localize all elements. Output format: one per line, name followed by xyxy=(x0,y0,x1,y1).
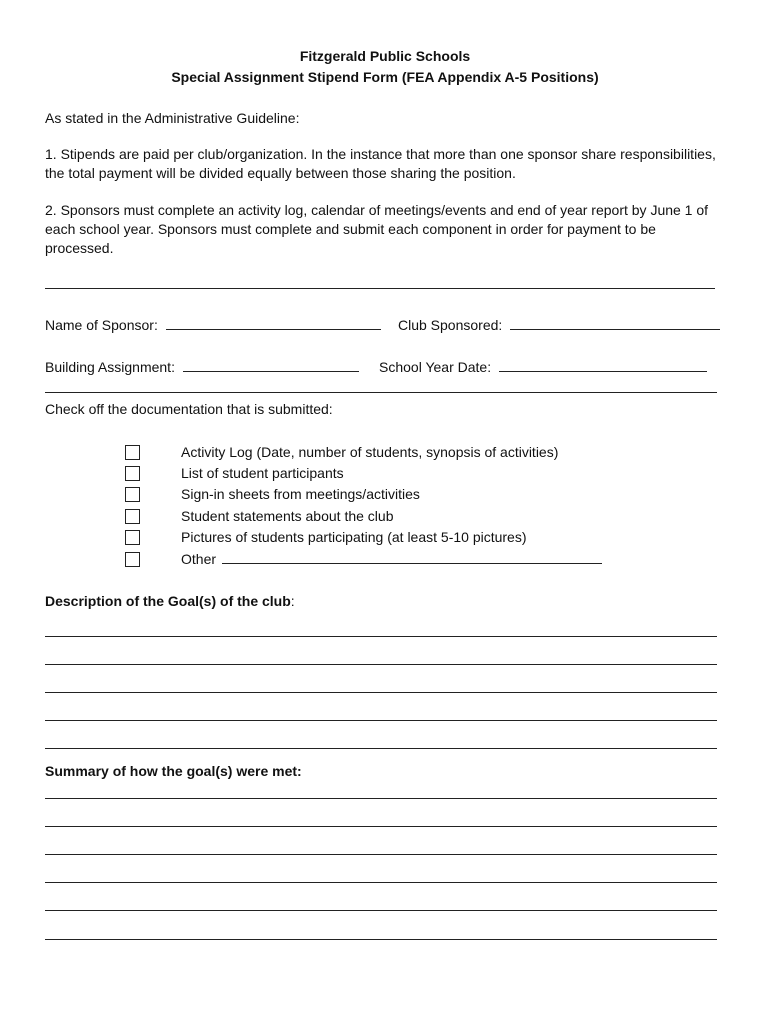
divider xyxy=(45,392,717,393)
checkbox-participants[interactable] xyxy=(125,466,140,481)
goals-heading: Description of the Goal(s) of the club: xyxy=(45,593,295,609)
building-input[interactable] xyxy=(183,357,359,372)
checklist-item-label: Other xyxy=(181,551,217,567)
checklist-item-label: Pictures of students participating (at least 5-10 pictures) xyxy=(181,529,527,545)
goals-heading-text: Description of the Goal(s) of the club xyxy=(45,593,291,609)
form-title: Special Assignment Stipend Form (FEA Appendix A-5 Positions) xyxy=(171,69,599,85)
checkbox-other[interactable] xyxy=(125,552,140,567)
club-label: Club Sponsored: xyxy=(398,317,503,333)
building-field xyxy=(45,357,359,376)
rule-2: 2. Sponsors must complete an activity log, calendar of meetings/events and end of year report by June 1 of each school year. Sponsors must complete and submit each component in order for payment to be processed. xyxy=(45,202,709,256)
intro-text: As stated in the Administrative Guideline: xyxy=(45,110,300,126)
checkbox-pictures[interactable] xyxy=(125,530,140,545)
checklist-item-label: List of student participants xyxy=(181,465,344,481)
checklist-heading: Check off the documentation that is submitted: xyxy=(45,401,333,417)
checkbox-activity-log[interactable] xyxy=(125,445,140,460)
answer-line[interactable] xyxy=(45,910,717,911)
other-input[interactable] xyxy=(222,549,602,564)
answer-line[interactable] xyxy=(45,664,717,665)
rule-1: 1. Stipends are paid per club/organization. In the instance that more than one sponsor share responsibilities, the total payment will be divided equally between those sharing the position. xyxy=(45,146,716,181)
sponsor-input[interactable] xyxy=(166,315,381,330)
checklist-item-label: Sign-in sheets from meetings/activities xyxy=(181,486,420,502)
checkbox-student-statements[interactable] xyxy=(125,509,140,524)
year-input[interactable] xyxy=(499,357,707,372)
sponsor-label: Name of Sponsor: xyxy=(45,317,158,333)
checklist-item-label: Student statements about the club xyxy=(181,508,394,524)
club-field xyxy=(398,315,720,334)
answer-line[interactable] xyxy=(45,798,717,799)
answer-line[interactable] xyxy=(45,882,717,883)
building-label: Building Assignment: xyxy=(45,359,175,375)
checkbox-sign-in-sheets[interactable] xyxy=(125,487,140,502)
checklist-item-label: Activity Log (Date, number of students, synopsis of activities) xyxy=(181,444,559,460)
club-input[interactable] xyxy=(510,315,720,330)
year-field xyxy=(379,357,707,376)
year-label: School Year Date: xyxy=(379,359,492,375)
answer-line[interactable] xyxy=(45,636,717,637)
summary-heading: Summary of how the goal(s) were met: xyxy=(45,763,302,779)
answer-line[interactable] xyxy=(45,854,717,855)
answer-line[interactable] xyxy=(45,826,717,827)
org-name: Fitzgerald Public Schools xyxy=(299,48,471,64)
answer-line[interactable] xyxy=(45,748,717,749)
divider xyxy=(45,288,715,289)
sponsor-field xyxy=(45,315,381,334)
answer-line[interactable] xyxy=(45,720,717,721)
answer-line[interactable] xyxy=(45,692,717,693)
other-field xyxy=(181,549,602,568)
answer-line[interactable] xyxy=(45,939,717,940)
